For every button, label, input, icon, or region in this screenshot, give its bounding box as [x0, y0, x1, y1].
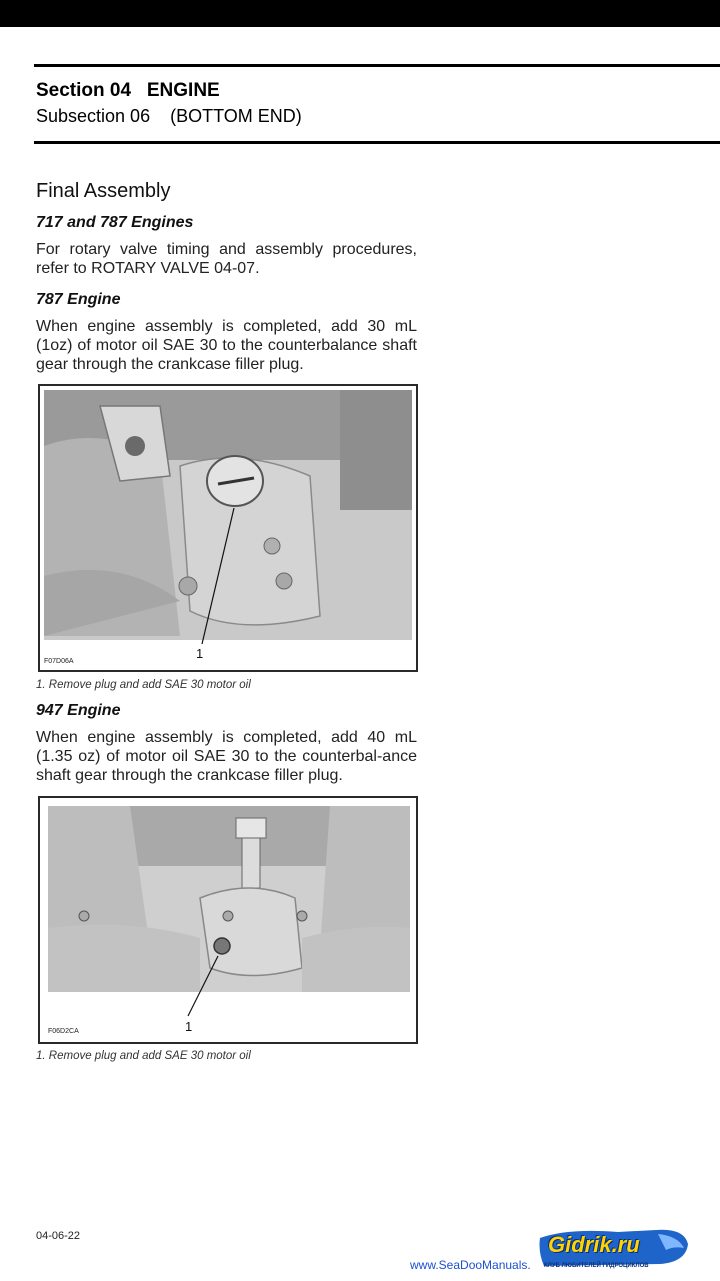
heading-717-787-engines: 717 and 787 Engines	[36, 214, 194, 231]
paragraph-717-787: For rotary valve timing and assembly procedures, refer to ROTARY VALVE 04-07.	[36, 241, 417, 277]
heading-947-engine: 947 Engine	[36, 702, 121, 719]
section-title: Section 04 ENGINE	[36, 80, 220, 101]
logo-text: Gidrik.ru	[548, 1232, 640, 1257]
callout-number: 1	[185, 1019, 193, 1034]
subsection-title: Subsection 06 (BOTTOM END)	[36, 106, 302, 126]
heading-787-engine: 787 Engine	[36, 291, 121, 308]
paragraph-787: When engine assembly is completed, add 30 mL (1oz) of motor oil SAE 30 to the counterbalance shaft gear through the crankcase filler plug.	[36, 318, 417, 373]
final-assembly-heading: Final Assembly	[36, 180, 171, 202]
site-link[interactable]: www.SeaDooManuals.	[410, 1258, 531, 1272]
engine-photo-787	[40, 386, 416, 670]
figure-947-filler-plug	[38, 796, 418, 1044]
header-bottom-rule	[34, 141, 720, 144]
status-bar	[0, 0, 720, 27]
figure-code: F07D06A	[44, 658, 74, 665]
engine-photo-947	[40, 798, 416, 1042]
figure-caption: 1. Remove plug and add SAE 30 motor oil	[36, 679, 251, 691]
header-top-rule	[34, 64, 720, 67]
figure-787-filler-plug	[38, 384, 418, 672]
gidrik-logo	[538, 1226, 690, 1276]
logo-subtext: КЛУБ ЛЮБИТЕЛЕЙ ГИДРОЦИКЛОВ	[544, 1263, 649, 1269]
figure-caption: 1. Remove plug and add SAE 30 motor oil	[36, 1050, 251, 1062]
paragraph-947: When engine assembly is completed, add 40 mL (1.35 oz) of motor oil SAE 30 to the counterbal-ance shaft gear through the crankcase filler plug.	[36, 729, 417, 784]
page-number: 04-06-22	[36, 1230, 81, 1242]
figure-code: F06D2CA	[48, 1028, 79, 1035]
callout-number: 1	[196, 646, 204, 661]
